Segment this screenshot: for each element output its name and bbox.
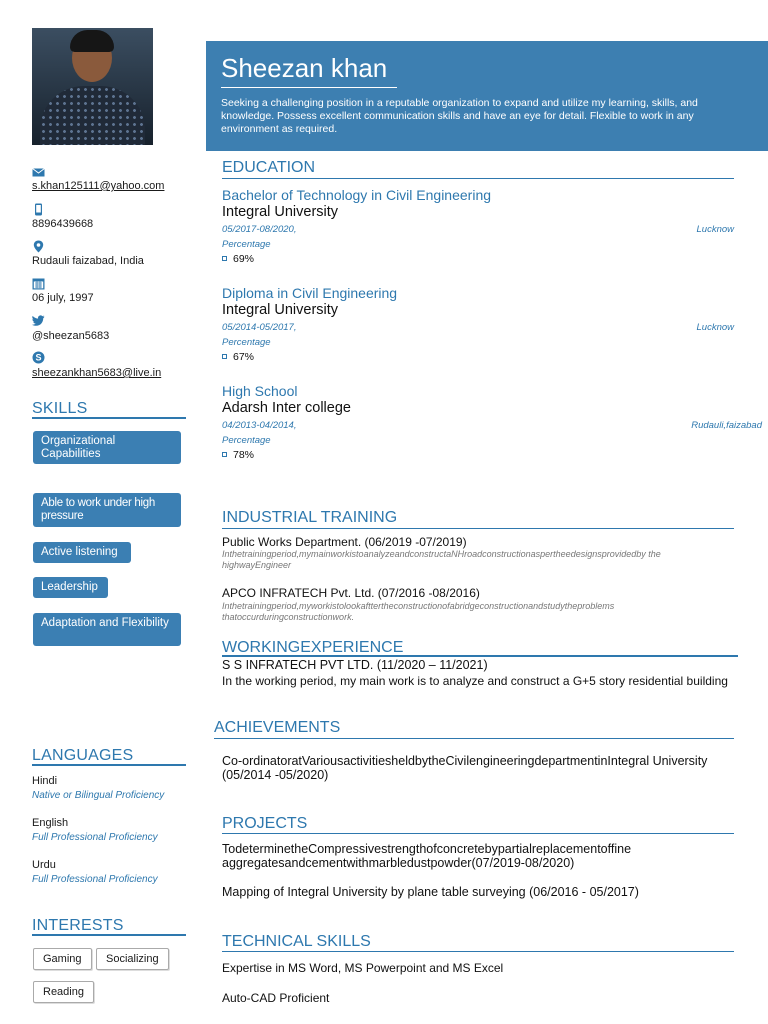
education-location: Lucknow: [696, 224, 734, 235]
name-underline: [221, 87, 397, 88]
project-item: Mapping of Integral University by plane table surveying (06/2016 - 05/2017): [222, 885, 639, 899]
institution-name: Adarsh Inter college: [222, 400, 351, 416]
language-level: Native or Bilingual Proficiency: [32, 790, 165, 801]
languages-heading: LANGUAGES: [32, 747, 134, 764]
skype-link[interactable]: sheezankhan5683@live.in: [32, 367, 162, 379]
training-divider: [222, 528, 734, 529]
phone-icon: [32, 203, 45, 216]
achievements-divider: [214, 738, 734, 739]
profile-summary: Seeking a challenging position in a reputable organization to expand and utilize my learning, skills, and knowledge. Possess excellent communication skills and have an eye for detail. Flexible to work in any environment as required.: [221, 97, 698, 135]
projects-divider: [222, 833, 734, 834]
interest-chip: Socializing: [96, 948, 169, 970]
svg-text:S: S: [35, 352, 42, 363]
work-description: In the working period, my main work is to analyze and construct a G+5 story residential building: [222, 674, 728, 688]
achievements-heading: ACHIEVEMENTS: [214, 719, 341, 736]
education-location: Rudauli,faizabad: [691, 420, 762, 431]
skype-icon: [32, 351, 45, 364]
degree-title: High School: [222, 383, 298, 399]
twitter-handle: @sheezan5683: [32, 330, 110, 342]
date-of-birth: 06 july, 1997: [32, 292, 94, 304]
achievement-text: Co-ordinatoratVariousactivitiesheldbytheCivilengineeringdepartmentinIntegral University (05/2014 -05/2020): [222, 754, 708, 782]
phone-number: 8896439668: [32, 218, 94, 230]
training-description: Inthetrainingperiod,mymainworkistoanalyzeandconstructaNHroadconstructionaspertheedesignsprovidedby the highwayEngineer: [222, 549, 661, 570]
calendar-icon: [32, 277, 45, 290]
percentage-label: Percentage: [222, 239, 271, 250]
location-pin-icon: [32, 240, 45, 253]
email-icon: [32, 166, 45, 179]
address-text: Rudauli faizabad, India: [32, 255, 144, 267]
technical-skills-divider: [222, 951, 734, 952]
training-heading: INDUSTRIAL TRAINING: [222, 509, 398, 526]
education-location: Lucknow: [696, 322, 734, 333]
work-heading: WORKINGEXPERIENCE: [222, 639, 404, 656]
technical-skill-item: Expertise in MS Word, MS Powerpoint and MS Excel: [222, 961, 504, 975]
education-dates: 05/2017-08/2020,: [222, 224, 297, 235]
institution-name: Integral University: [222, 302, 339, 318]
percentage-value: 67%: [233, 351, 255, 363]
skill-tag: Active listening: [33, 542, 131, 563]
languages-divider: [32, 764, 186, 766]
interest-chip: Reading: [33, 981, 94, 1003]
interests-divider: [32, 934, 186, 936]
work-company: S S INFRATECH PVT LTD. (11/2020 – 11/2021): [222, 658, 488, 672]
interests-heading: INTERESTS: [32, 917, 124, 934]
skills-heading: SKILLS: [32, 400, 88, 417]
language-name: Hindi: [32, 775, 58, 787]
percentage-value: 69%: [233, 253, 255, 265]
percentage-label: Percentage: [222, 337, 271, 348]
skills-divider: [32, 417, 186, 419]
technical-skills-heading: TECHNICAL SKILLS: [222, 933, 371, 950]
project-item: TodeterminetheCompressivestrengthofconcretebypartialreplacementoffine aggregatesandcementwithmarbledustpowder(07/2019-08/2020): [222, 842, 632, 870]
skill-tag: Organizational Capabilities: [33, 431, 181, 464]
skill-tag: Leadership: [33, 577, 108, 598]
degree-title: Diploma in Civil Engineering: [222, 285, 398, 301]
work-divider: [222, 655, 738, 657]
language-name: English: [32, 817, 69, 829]
language-level: Full Professional Proficiency: [32, 832, 158, 843]
technical-skill-item: Auto-CAD Proficient: [222, 991, 330, 1005]
training-title: Public Works Department. (06/2019 -07/2019): [222, 535, 467, 549]
degree-title: Bachelor of Technology in Civil Engineering: [222, 187, 492, 203]
profile-photo: [32, 28, 153, 145]
projects-heading: PROJECTS: [222, 815, 308, 832]
candidate-name: Sheezan khan: [221, 53, 388, 83]
bullet-icon: [222, 452, 227, 457]
training-title: APCO INFRATECH Pvt. Ltd. (07/2016 -08/2016): [222, 586, 480, 600]
interest-chip: Gaming: [33, 948, 92, 970]
twitter-icon: [32, 314, 45, 327]
institution-name: Integral University: [222, 204, 339, 220]
skill-tag: Able to work under high pressure: [33, 493, 181, 527]
education-dates: 04/2013-04/2014,: [222, 420, 297, 431]
email-link[interactable]: s.khan125111@yahoo.com: [32, 180, 165, 192]
language-name: Urdu: [32, 859, 56, 871]
language-level: Full Professional Proficiency: [32, 874, 158, 885]
training-description: Inthetrainingperiod,myworkistolookafttertheconstructionofabridgeconstructionandstudytheproblems thatoccurduringconstructionwork.: [222, 601, 615, 622]
education-divider: [222, 178, 734, 179]
education-heading: EDUCATION: [222, 159, 316, 176]
skill-tag: Adaptation and Flexibility: [33, 613, 181, 646]
education-dates: 05/2014-05/2017,: [222, 322, 297, 333]
percentage-value: 78%: [233, 449, 255, 461]
percentage-label: Percentage: [222, 435, 271, 446]
bullet-icon: [222, 354, 227, 359]
bullet-icon: [222, 256, 227, 261]
